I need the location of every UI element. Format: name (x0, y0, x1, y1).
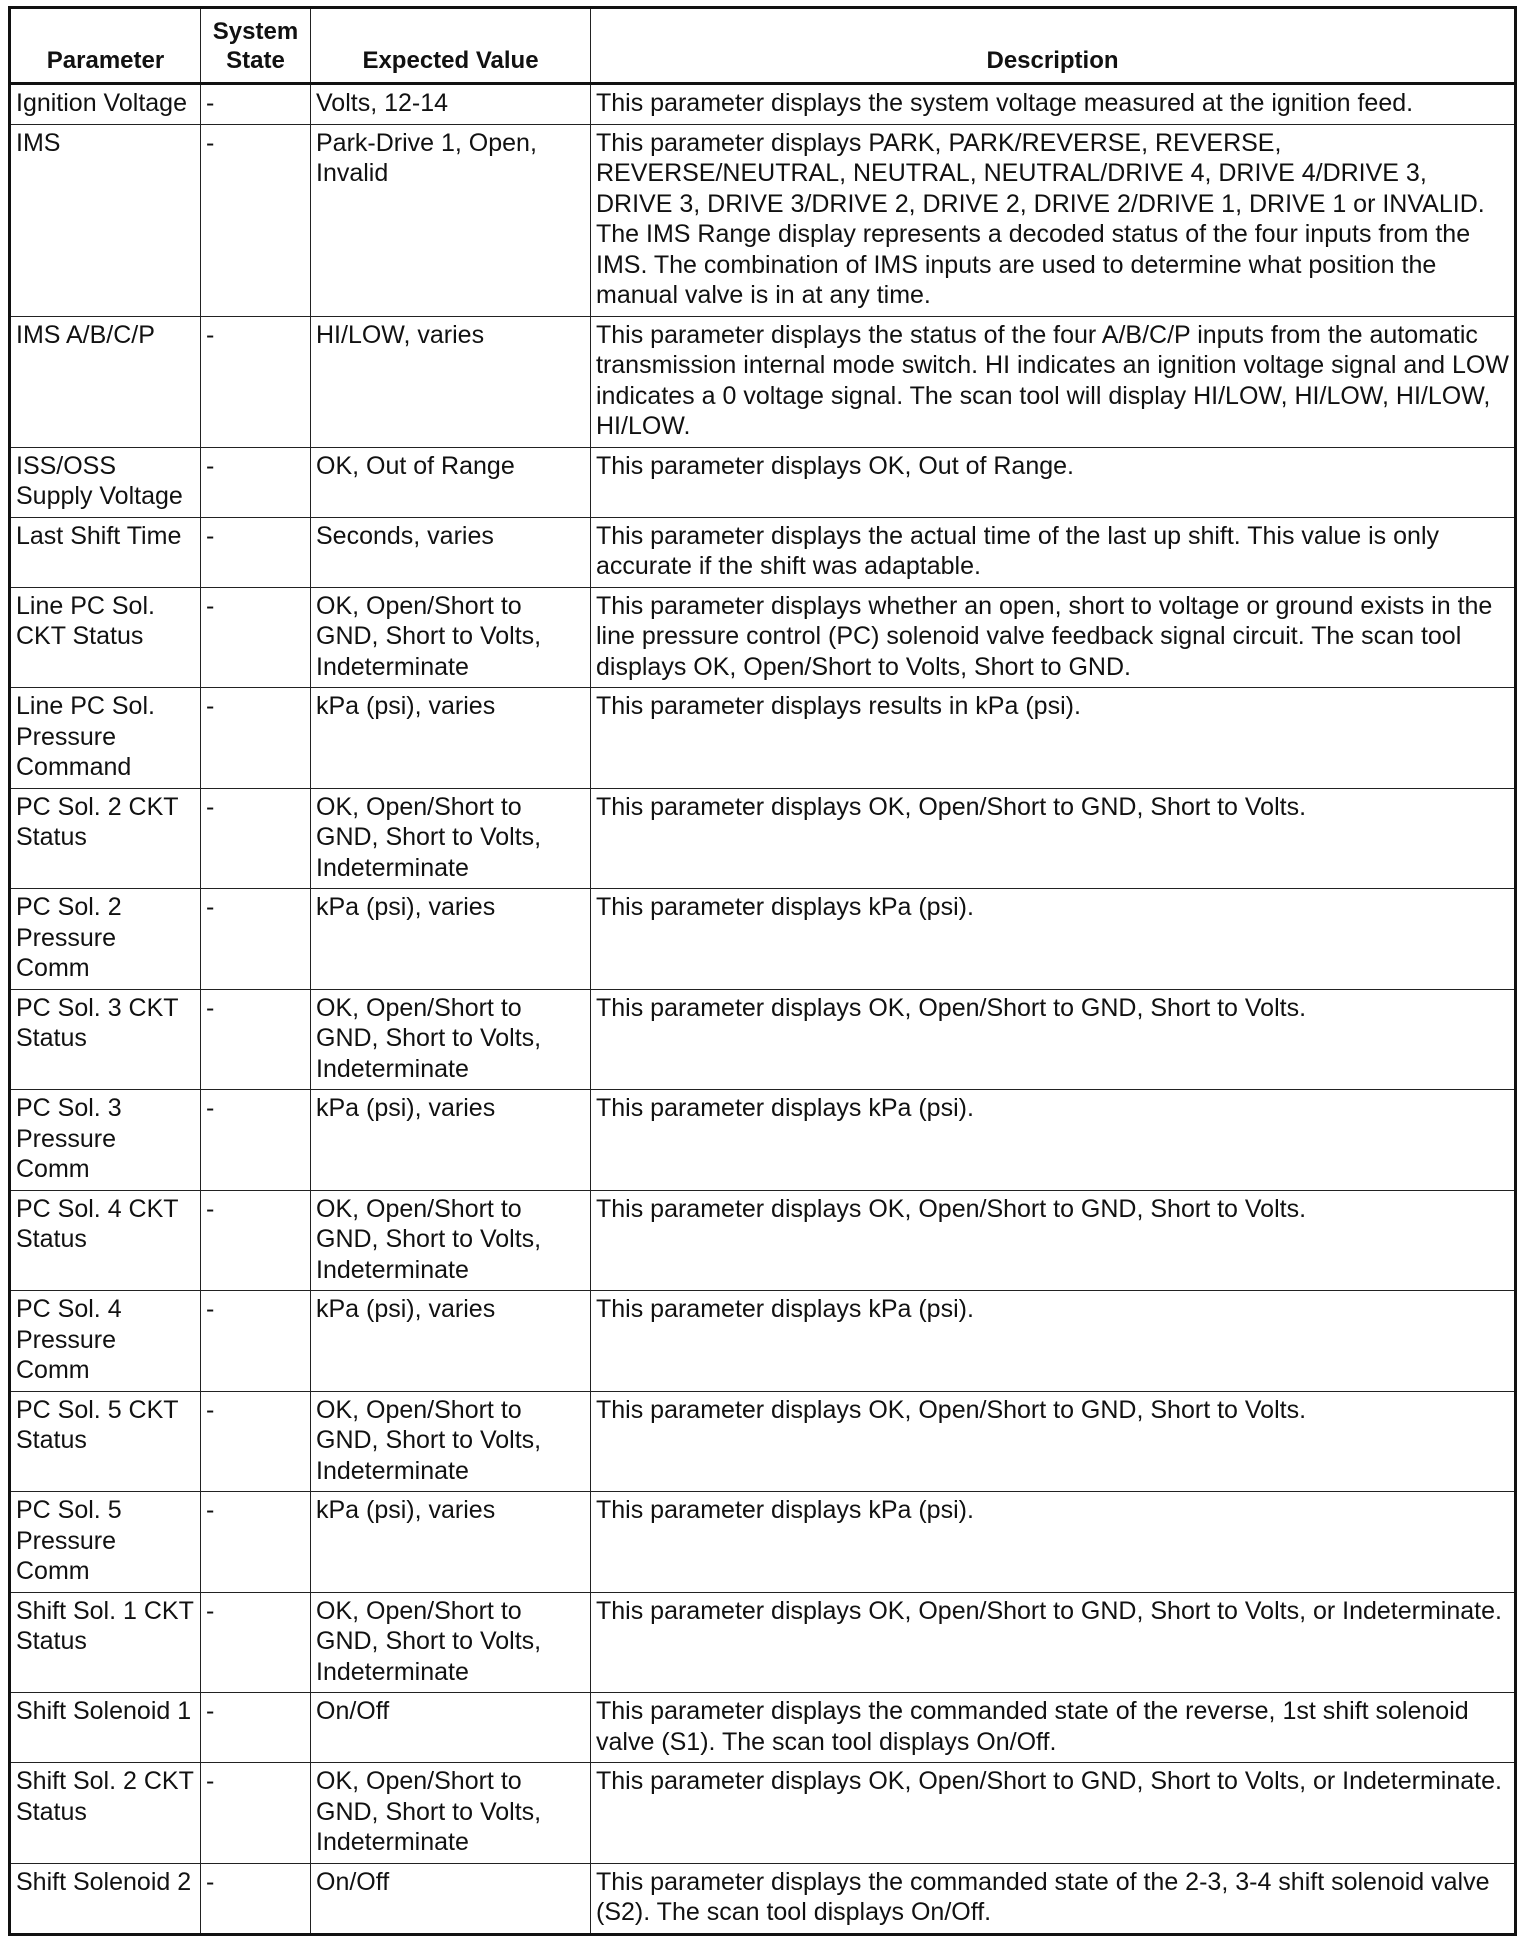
table-row (10, 84, 1516, 125)
cell-description: This parameter displays PARK, PARK/REVERSE, REVERSE, REVERSE/NEUTRAL, NEUTRAL, NEUTRAL/DRIVE 4, DRIVE 4/DRIVE 3, DRIVE 3, DRIVE 3/DRIVE 2, DRIVE 2, DRIVE 2/DRIVE 1, DRIVE 1 or INVALID. The IMS Range display represents a decoded status of the four inputs from the IMS. The combination of IMS inputs are used to determine what position the manual valve is in at any time. (591, 124, 1516, 316)
cell-description: This parameter displays the commanded state of the reverse, 1st shift solenoid valve (S1). The scan tool displays On/Off. (591, 1693, 1516, 1763)
cell-parameter: Shift Sol. 1 CKT Status (10, 1592, 201, 1693)
cell-parameter: IMS (10, 124, 201, 316)
cell-expected-value: OK, Open/Short to GND, Short to Volts, Indeterminate (311, 587, 591, 688)
cell-expected-value: OK, Open/Short to GND, Short to Volts, Indeterminate (311, 989, 591, 1090)
cell-parameter: PC Sol. 3 Pressure Comm (10, 1090, 201, 1191)
table-row (10, 1763, 1516, 1864)
table-row (10, 889, 1516, 990)
cell-expected-value: kPa (psi), varies (311, 889, 591, 990)
cell-description: This parameter displays OK, Open/Short to GND, Short to Volts. (591, 1190, 1516, 1291)
header-row (10, 8, 1516, 84)
cell-system-state: - (201, 1693, 311, 1763)
cell-system-state: - (201, 124, 311, 316)
cell-system-state: - (201, 1863, 311, 1934)
cell-expected-value: kPa (psi), varies (311, 688, 591, 789)
cell-parameter: PC Sol. 5 Pressure Comm (10, 1492, 201, 1593)
table-row (10, 989, 1516, 1090)
cell-parameter: PC Sol. 2 CKT Status (10, 788, 201, 889)
table-row (10, 1693, 1516, 1763)
cell-expected-value: Park-Drive 1, Open, Invalid (311, 124, 591, 316)
cell-parameter: IMS A/B/C/P (10, 316, 201, 447)
cell-expected-value: kPa (psi), varies (311, 1291, 591, 1392)
table-row (10, 1190, 1516, 1291)
cell-parameter: Shift Solenoid 2 (10, 1863, 201, 1934)
header-parameter: Parameter (10, 8, 201, 84)
cell-description: This parameter displays kPa (psi). (591, 1090, 1516, 1191)
table-row (10, 1090, 1516, 1191)
table-row (10, 1391, 1516, 1492)
cell-system-state: - (201, 688, 311, 789)
cell-description: This parameter displays OK, Open/Short to GND, Short to Volts. (591, 989, 1516, 1090)
cell-expected-value: OK, Open/Short to GND, Short to Volts, Indeterminate (311, 1763, 591, 1864)
cell-parameter: Ignition Voltage (10, 84, 201, 125)
cell-description: This parameter displays OK, Open/Short to GND, Short to Volts. (591, 788, 1516, 889)
cell-description: This parameter displays kPa (psi). (591, 1291, 1516, 1392)
table-row (10, 587, 1516, 688)
cell-description: This parameter displays OK, Out of Range. (591, 447, 1516, 517)
cell-description: This parameter displays the commanded state of the 2-3, 3-4 shift solenoid valve (S2). The scan tool displays On/Off. (591, 1863, 1516, 1934)
table-header (10, 8, 1516, 84)
cell-system-state: - (201, 84, 311, 125)
cell-system-state: - (201, 517, 311, 587)
cell-description: This parameter displays OK, Open/Short to GND, Short to Volts. (591, 1391, 1516, 1492)
cell-description: This parameter displays results in kPa (psi). (591, 688, 1516, 789)
cell-expected-value: OK, Out of Range (311, 447, 591, 517)
cell-expected-value: On/Off (311, 1863, 591, 1934)
cell-expected-value: OK, Open/Short to GND, Short to Volts, Indeterminate (311, 1592, 591, 1693)
cell-system-state: - (201, 447, 311, 517)
cell-parameter: Shift Sol. 2 CKT Status (10, 1763, 201, 1864)
cell-description: This parameter displays the status of the four A/B/C/P inputs from the automatic transmission internal mode switch. HI indicates an ignition voltage signal and LOW indicates a 0 voltage signal. The scan tool will display HI/LOW, HI/LOW, HI/LOW, HI/LOW. (591, 316, 1516, 447)
header-expected-value: Expected Value (311, 8, 591, 84)
table-row (10, 1592, 1516, 1693)
cell-expected-value: On/Off (311, 1693, 591, 1763)
cell-expected-value: OK, Open/Short to GND, Short to Volts, Indeterminate (311, 1391, 591, 1492)
cell-parameter: Line PC Sol. Pressure Command (10, 688, 201, 789)
cell-description: This parameter displays kPa (psi). (591, 1492, 1516, 1593)
table-row (10, 1863, 1516, 1934)
table-row (10, 447, 1516, 517)
document-page (8, 6, 1514, 1936)
cell-system-state: - (201, 1763, 311, 1864)
table-body (10, 84, 1516, 1935)
cell-parameter: ISS/OSS Supply Voltage (10, 447, 201, 517)
cell-parameter: PC Sol. 5 CKT Status (10, 1391, 201, 1492)
cell-parameter: PC Sol. 3 CKT Status (10, 989, 201, 1090)
header-description: Description (591, 8, 1516, 84)
cell-expected-value: Volts, 12-14 (311, 84, 591, 125)
parameter-table (8, 6, 1517, 1936)
cell-description: This parameter displays whether an open, short to voltage or ground exists in the line pressure control (PC) solenoid valve feedback signal circuit. The scan tool displays OK, Open/Short to Volts, Short to GND. (591, 587, 1516, 688)
table-row (10, 1492, 1516, 1593)
cell-description: This parameter displays kPa (psi). (591, 889, 1516, 990)
cell-expected-value: OK, Open/Short to GND, Short to Volts, Indeterminate (311, 788, 591, 889)
table-row (10, 517, 1516, 587)
cell-expected-value: OK, Open/Short to GND, Short to Volts, Indeterminate (311, 1190, 591, 1291)
cell-description: This parameter displays the system voltage measured at the ignition feed. (591, 84, 1516, 125)
cell-expected-value: kPa (psi), varies (311, 1090, 591, 1191)
cell-parameter: Line PC Sol. CKT Status (10, 587, 201, 688)
table-row (10, 788, 1516, 889)
cell-parameter: PC Sol. 2 Pressure Comm (10, 889, 201, 990)
cell-system-state: - (201, 1391, 311, 1492)
cell-description: This parameter displays the actual time of the last up shift. This value is only accurate if the shift was adaptable. (591, 517, 1516, 587)
table-row (10, 316, 1516, 447)
header-system-state: System State (201, 8, 311, 84)
cell-description: This parameter displays OK, Open/Short to GND, Short to Volts, or Indeterminate. (591, 1763, 1516, 1864)
cell-description: This parameter displays OK, Open/Short to GND, Short to Volts, or Indeterminate. (591, 1592, 1516, 1693)
cell-expected-value: HI/LOW, varies (311, 316, 591, 447)
table-row (10, 688, 1516, 789)
table-row (10, 124, 1516, 316)
cell-system-state: - (201, 1592, 311, 1693)
cell-system-state: - (201, 788, 311, 889)
cell-system-state: - (201, 1492, 311, 1593)
cell-system-state: - (201, 1190, 311, 1291)
cell-system-state: - (201, 989, 311, 1090)
cell-expected-value: Seconds, varies (311, 517, 591, 587)
cell-parameter: PC Sol. 4 Pressure Comm (10, 1291, 201, 1392)
cell-parameter: Last Shift Time (10, 517, 201, 587)
cell-expected-value: kPa (psi), varies (311, 1492, 591, 1593)
cell-system-state: - (201, 1090, 311, 1191)
cell-system-state: - (201, 1291, 311, 1392)
cell-parameter: Shift Solenoid 1 (10, 1693, 201, 1763)
cell-system-state: - (201, 316, 311, 447)
cell-system-state: - (201, 587, 311, 688)
cell-system-state: - (201, 889, 311, 990)
table-row (10, 1291, 1516, 1392)
cell-parameter: PC Sol. 4 CKT Status (10, 1190, 201, 1291)
